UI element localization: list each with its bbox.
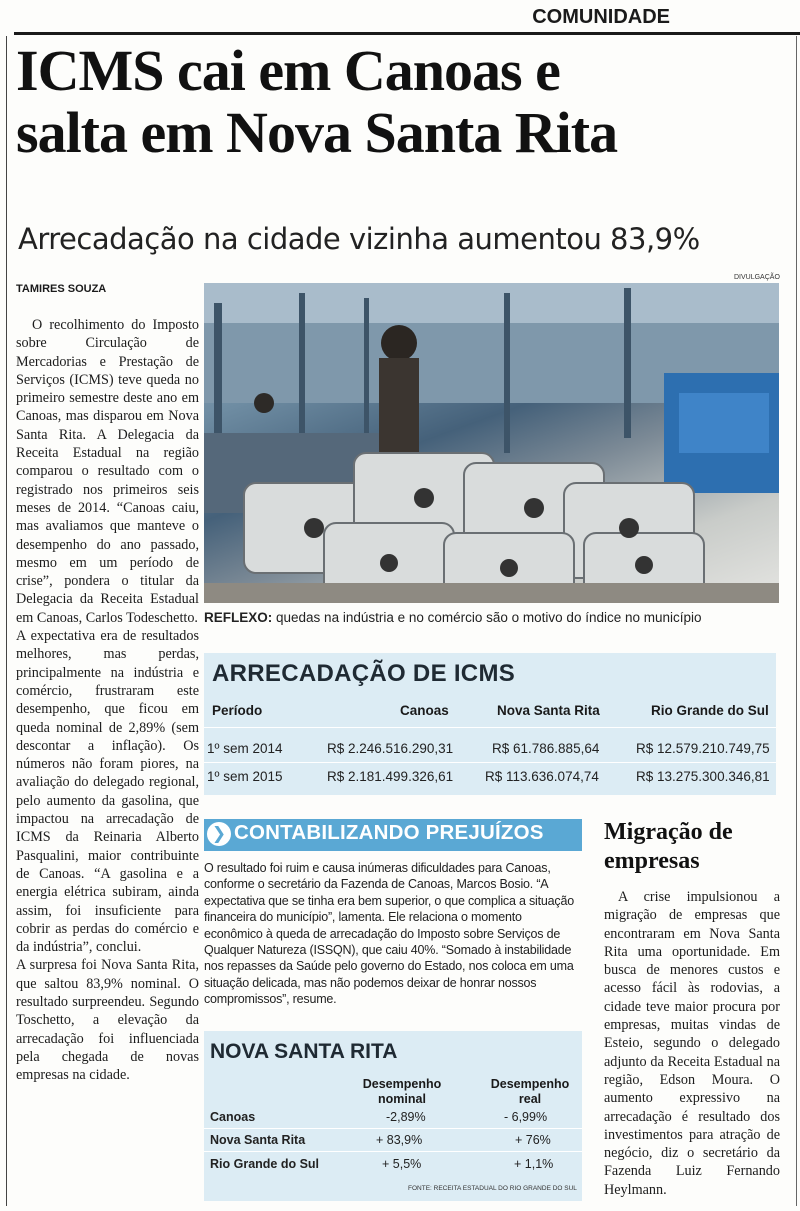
nsr-row-label: Rio Grande do Sul: [210, 1157, 320, 1171]
headline: [16, 40, 796, 164]
factory-photo: [204, 283, 779, 603]
caption-label: REFLEXO:: [204, 610, 273, 625]
icms-col-header: Canoas: [400, 703, 449, 718]
icms-cell: R$ 113.636.074,74: [485, 769, 599, 784]
table-divider: [204, 727, 776, 728]
table-divider: [204, 1128, 582, 1129]
page-edge-left: [6, 36, 7, 1206]
icms-col-header: Nova Santa Rita: [497, 703, 600, 718]
migracao-title-line-2: empresas: [604, 848, 700, 874]
table-source: FONTE: RECEITA ESTADUAL DO RIO GRANDE DO SUL: [408, 1185, 577, 1192]
article-body-left: [16, 316, 199, 1084]
headline-line-1: ICMS cai em Canoas e: [16, 38, 560, 103]
nsr-row-label: Nova Santa Rita: [210, 1133, 306, 1147]
body-paragraph-1: O recolhimento do Imposto sobre Circulação de Mercadorias e Prestação de Serviços (ICMS) teve queda no primeiro semestre deste ano em Canoas, mas disparou em Nova Santa Rita. A Delegacia da Receita Estadual na região comparou o resultado com o registrado nos primeiros seis meses de 2014. “Canoas caiu, mas avaliamos que manteve o desempenho do ano passado, mesmo em um período de crise”, pondera o titular da Delegacia da Receita Estadual em Canoas, Carlos Todeschetto.: [16, 317, 199, 626]
icms-col-header: Rio Grande do Sul: [651, 703, 769, 718]
nsr-cell: + 83,9%: [376, 1133, 423, 1147]
top-rule: [14, 32, 800, 35]
caption-text: quedas na indústria e no comércio são o motivo do índice no município: [272, 610, 702, 625]
icms-cell: R$ 2.246.516.290,31: [327, 741, 454, 756]
photo-caption: [204, 610, 779, 625]
icms-cell: R$ 61.786.885,64: [492, 741, 600, 756]
nsr-cell: -2,89%: [386, 1110, 426, 1124]
table-divider: [204, 762, 776, 763]
icms-cell: R$ 13.275.300.346,81: [636, 769, 770, 784]
headline-line-2: salta em Nova Santa Rita: [16, 100, 618, 165]
migracao-title-line-1: Migração de: [604, 819, 733, 845]
section-label: COMUNIDADE: [532, 6, 670, 28]
contabilizando-text: O resultado foi ruim e causa inúmeras dificuldades para Canoas, conforme o secretário da Fazenda de Canoas, Marcos Bosio. “A expectativa que se tinha era bem superior, o que complica a situação financeira do município”, lamenta. Ele relaciona o momento econômico à queda de arrecadação do Imposto sobre Serviços de Qualquer Natureza (ISSQN), que caiu 40%. “Somado à instabilidade nos repasses da Saúde pelo governo do Estado, nos coloca em uma situação delicada, mas não podemos deixar de honrar nossos compromissos”, resume.: [204, 861, 574, 1007]
nsr-cell: + 76%: [515, 1133, 551, 1147]
nsr-table-title: NOVA SANTA RITA: [210, 1040, 398, 1063]
byline: TAMIRES SOUZA: [16, 283, 107, 295]
icms-cell: R$ 12.579.210.749,75: [636, 741, 770, 756]
table-divider: [204, 1151, 582, 1152]
nsr-cell: + 5,5%: [382, 1157, 422, 1171]
nsr-cell: - 6,99%: [504, 1110, 548, 1124]
migracao-text: [604, 888, 780, 1199]
arrow-circle-icon: ❯: [207, 822, 231, 846]
icms-cell: R$ 2.181.499.326,61: [327, 769, 454, 784]
nsr-col-header: Desempenho real: [490, 1077, 570, 1106]
icms-col-header: Período: [212, 703, 263, 718]
migracao-title: [604, 818, 733, 876]
page-edge-right: [796, 36, 797, 1206]
nsr-cell: + 1,1%: [514, 1157, 554, 1171]
migracao-paragraph: A crise impulsionou a migração de empresas que encontraram em Nova Santa Rita uma oportunidade. Em busca de menores custos e acesso fácil às rodovias, a cidade teve maior procura por empresas, muitas vindas de Esteio, segundo o delegado adjunto da Receita Estadual na região, Edson Moura. O aumento expressivo na arrecadação é resultado dos investimentos para atração de negócio, diz o secretário da Fazenda Luiz Fernando Heylmann.: [604, 889, 780, 1198]
photo-credit: DIVULGAÇÃO: [734, 274, 780, 281]
nsr-row-label: Canoas: [210, 1110, 256, 1124]
subheadline: Arrecadação na cidade vizinha aumentou 83,9%: [18, 222, 700, 256]
contabilizando-title: CONTABILIZANDO PREJUÍZOS: [234, 821, 544, 844]
nsr-col-header: Desempenho nominal: [362, 1077, 442, 1106]
body-paragraph-3: A surpresa foi Nova Santa Rita, que saltou 83,9% nominal. O resultado surpreendeu. Segundo Toschetto, a elevação da arrecadação foi influenciada pela chegada de novas empresas na cidade.: [16, 957, 199, 1084]
icms-cell: 1º sem 2015: [207, 769, 283, 784]
body-paragraph-2: A expectativa era de resultados melhores, mas perdas, principalmente na indústria e comércio, frustraram este desempenho, que ficou em queda nominal de 2,89% (sem descontar a inflação). Os números não foram piores, na avaliação do delegado regional, pelo aumento da gasolina, que impactou na arrecadação de ICMS da Reinaria Alberto Pasqualini, maior contribuinte de Canoas. “A gasolina e a energia elétrica subiram, ainda assim, foi insuficiente para cobrir as perdas do comércio e da indústria”, conclui.: [16, 628, 199, 956]
icms-table-title: ARRECADAÇÃO DE ICMS: [212, 660, 516, 687]
icms-cell: 1º sem 2014: [207, 741, 283, 756]
factory-illustration: [204, 283, 779, 603]
